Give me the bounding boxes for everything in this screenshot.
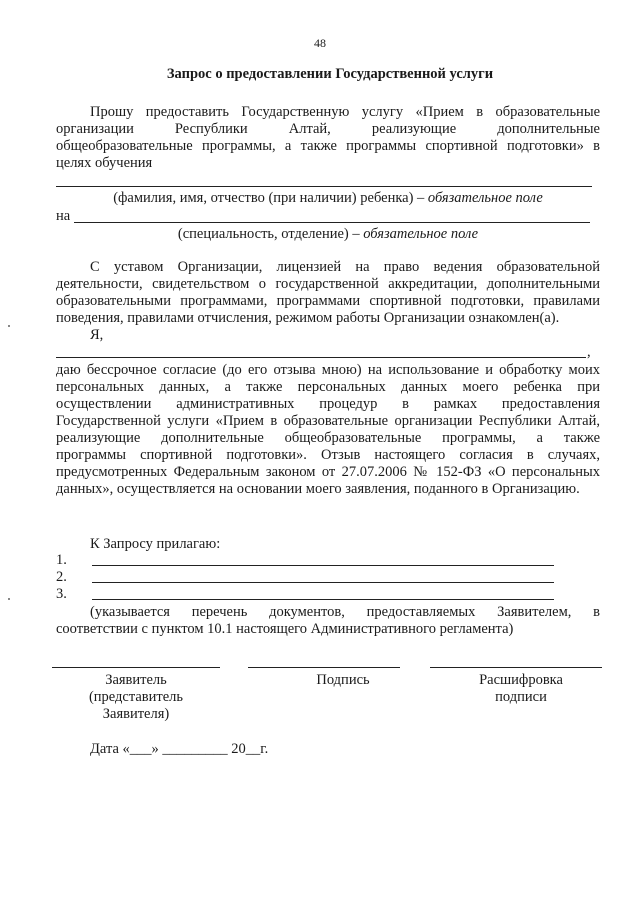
consent-line-6: программы спортивной подготовки». Отзыв настоящего согласия в случаях, (56, 447, 600, 463)
scan-speck (8, 325, 10, 327)
attachment-number: 1. (56, 552, 67, 568)
docs-note-line-1: (указывается перечень документов, предоставляемых Заявителем, в (90, 604, 600, 620)
docs-note-line-2: соответствии с пунктом 10.1 настоящего Административного регламента) (56, 621, 514, 637)
acquainted-line-1: С уставом Организации, лицензией на право ведения образовательной (90, 259, 600, 275)
applicant-label-line-2: (представитель (88, 689, 184, 705)
decoding-signature-line[interactable] (430, 667, 602, 668)
applicant-label-line-3: Заявителя) (102, 706, 170, 722)
request-line-1: Прошу предоставить Государственную услугу «Прием в образовательные (90, 104, 600, 120)
decoding-label (446, 672, 596, 706)
applicant-name-blank[interactable] (56, 357, 586, 358)
consent-line-7: предусмотренных Федеральным законом от 27.07.2006 № 152-ФЗ «О персональных (56, 464, 600, 480)
comma: , (587, 344, 591, 360)
specialty-caption-row (56, 226, 600, 243)
acquainted-line-2: деятельности, свидетельством о государственной аккредитации, дополнительными (56, 276, 600, 292)
child-name-caption: (фамилия, имя, отчество (при наличии) ребенка) (113, 190, 414, 206)
signature-label: Подпись (316, 672, 370, 688)
consent-line-3: осуществлении административных процедур в рамках предоставления (56, 396, 600, 412)
consent-line-5: реализующие дополнительные общеобразовательные программы, а также (56, 430, 600, 446)
attach-label: К Запросу прилагаю: (90, 536, 221, 552)
consent-line-1: даю бессрочное согласие (до его отзыва мною) на использование и обработку моих (56, 362, 600, 378)
required-mark: – обязательное поле (352, 226, 479, 242)
applicant-label (56, 672, 216, 723)
consent-line-2: персональных данных, а также персональных данных моего ребенка при (56, 379, 600, 395)
decoding-label-line-1: Расшифровка (479, 672, 563, 688)
signature-line[interactable] (248, 667, 400, 668)
document-title: Запрос о предоставлении Государственной услуги (166, 66, 494, 82)
attachment-number: 3. (56, 586, 67, 602)
consent-line-8: данных», осуществляется на основании моего заявления, поданного в Организацию. (56, 481, 580, 497)
attachment-blank[interactable] (92, 565, 554, 566)
page-number: 48 (314, 36, 326, 50)
attachment-number: 2. (56, 569, 67, 585)
ya-label: Я, (90, 327, 104, 343)
date-line: Дата «___» _________ 20__г. (90, 741, 269, 757)
acquainted-line-3: образовательными программами, программами спортивной подготовки, правилами (56, 293, 600, 309)
scan-speck (8, 598, 10, 600)
child-name-blank[interactable] (56, 186, 592, 187)
na-label: на (56, 208, 71, 224)
decoding-label-line-2: подписи (495, 689, 547, 705)
attachment-blank[interactable] (92, 582, 554, 583)
applicant-label-line-1: Заявитель (105, 672, 167, 688)
attachment-blank[interactable] (92, 599, 554, 600)
specialty-caption: (специальность, отделение) (177, 226, 349, 242)
request-line-3: общеобразовательные программы, а также программы спортивной подготовки» в (56, 138, 600, 154)
specialty-blank[interactable] (74, 222, 590, 223)
applicant-signature-line[interactable] (52, 667, 220, 668)
child-name-caption-row (56, 190, 600, 207)
request-line-4: целях обучения (56, 155, 153, 171)
required-mark: – обязательное поле (417, 190, 543, 206)
request-line-2: организации Республики Алтай, реализующие дополнительные (56, 121, 600, 137)
consent-line-4: Государственной услуги «Прием в образовательные организации Республики Алтай, (56, 413, 600, 429)
acquainted-line-4: поведения, правилами отчисления, режимом работы Организации ознакомлен(а). (56, 310, 560, 326)
